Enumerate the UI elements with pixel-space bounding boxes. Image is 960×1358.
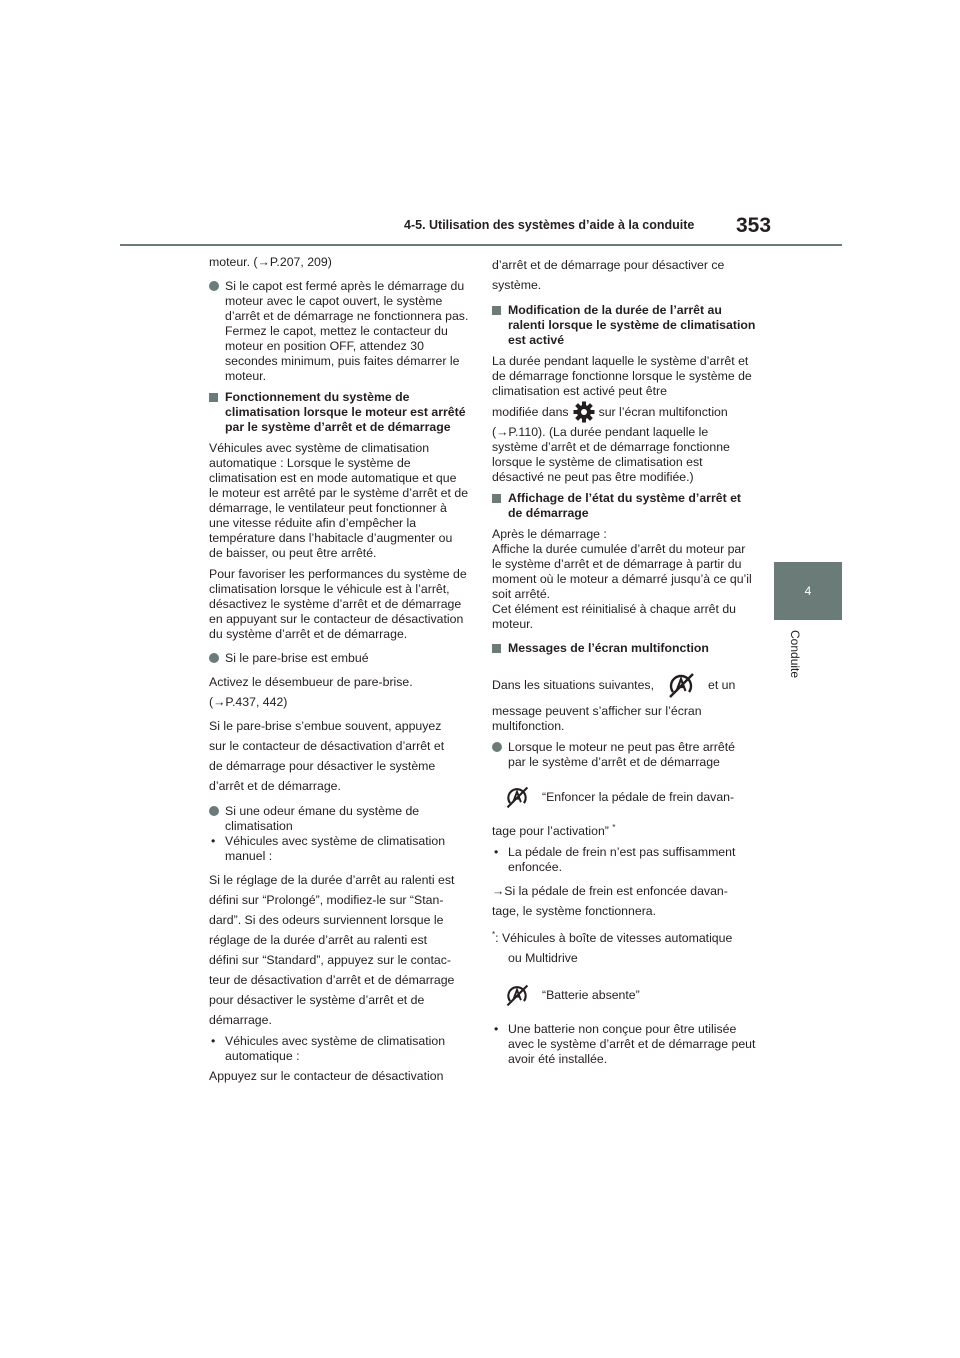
bullet-item [209,279,469,384]
paragraph-text: modifiée dans [492,404,569,419]
right-column [492,255,756,1073]
dash-item: • Véhicules avec système de climatisation manuel : [211,834,446,863]
bullet-item [209,804,469,834]
bullet-dot-icon [492,742,502,752]
dash-text: Véhicules avec système de climatisation automatique : [225,1034,446,1063]
stop-start-off-icon [504,982,530,1008]
paragraph-line: dard”. Si des odeurs surviennent lorsque le [209,913,444,927]
subheading-text: Modification de la durée de l’arrêt au ralenti lorsque le système de climatisation est activé [508,303,756,347]
dash-text: La pédale de frein n’est pas suffisamment enfoncée. [508,845,736,875]
subheading-text: Messages de l’écran multifonction [508,641,709,655]
subheading [492,303,756,348]
inline-icon-line [492,401,756,423]
stop-start-off-icon [666,670,696,700]
paragraph-line: système. [492,278,542,292]
left-column [209,255,469,1086]
square-bullet-icon [492,306,501,315]
subheading-text: Fonctionnement du système de climatisation lorsque le moteur est arrêté par le système d’arrêt et de démarrage [225,390,466,434]
paragraph-line: pour désactiver le système d’arrêt et de [209,993,425,1007]
message-line [504,784,756,810]
paragraph-line: →Si la pédale de frein est enfoncée davan- [492,884,728,899]
paragraph-line: Si le pare-brise s’embue souvent, appuyez [209,719,442,733]
subheading [209,390,469,435]
message-line [504,982,756,1008]
paragraph-line: sur le contacteur de désactivation d’arrêt et [209,739,445,753]
message-text-cont: tage pour l’activation” * [492,823,616,839]
paragraph: moteur. (→P.207, 209) [209,255,332,269]
bullet-dot-icon [209,806,219,816]
subheading [492,491,756,521]
page-number: 353 [736,214,772,237]
footnote-cont: ou Multidrive [508,951,578,966]
chapter-tab: 4 [774,562,842,620]
message-text: “Batterie absente” [542,987,640,1002]
paragraph: Affiche la durée cumulée d’arrêt du moteur par le système d’arrêt et de démarrage à partir du moment où le moteur a démarré jusqu’à ce qu’il soit arrêté. [492,542,752,601]
dash-text: Une batterie non conçue pour être utilisée avec le système d’arrêt et de démarrage peut avoir été installée. [508,1022,756,1067]
dash-item: • Véhicules avec système de climatisation automatique : [211,1034,446,1063]
stop-start-off-icon [504,784,530,810]
paragraph-line: démarrage. [209,1013,272,1027]
header-rule [120,244,842,246]
chapter-label: Conduite [788,630,802,679]
bullet-text: Si une odeur émane du système de climatisation [225,804,420,833]
paragraph-text: Dans les situations suivantes, [492,677,654,692]
footnote: *: Véhicules à boîte de vitesses automatique [492,930,733,946]
subheading [492,641,756,656]
section-title: 4-5. Utilisation des systèmes d’aide à la conduite [404,218,695,232]
settings-gear-icon [573,401,595,423]
paragraph: (→P.437, 442) [209,695,288,709]
paragraph-text: et un [708,677,736,692]
dash-text: Véhicules avec système de climatisation manuel : [225,834,446,863]
paragraph-line: d’arrêt et de démarrage pour désactiver ce [492,258,725,272]
paragraph: Activez le désembueur de pare-brise. [209,675,413,689]
paragraph-line: de démarrage pour désactiver le système [209,759,436,773]
square-bullet-icon [492,494,501,503]
inline-icon-line [492,670,756,700]
message-text: “Enfoncer la pédale de frein davan- [542,789,735,804]
paragraph-text: sur l’écran multifonction [598,404,728,419]
paragraph: message peuvent s’afficher sur l’écran multifonction. [492,704,702,733]
paragraph: La durée pendant laquelle le système d’arrêt et de démarrage fonctionne lorsque le système de climatisation est activé peut être [492,354,752,398]
square-bullet-icon [209,393,218,402]
bullet-dot-icon [209,653,219,663]
bullet-text: Si le pare-brise est embué [225,651,369,665]
subheading-text: Affichage de l’état du système d’arrêt et de démarrage [508,491,742,520]
paragraph: (→P.110). (La durée pendant laquelle le système d’arrêt et de démarrage fonctionne lorsque le système de climatisation est désactivé ne peut pas être modifiée.) [492,425,730,484]
bullet-item [492,740,756,770]
paragraph-line: défini sur “Prolongé”, modifiez-le sur “Stan- [209,893,444,907]
paragraph-line: réglage de la durée d’arrêt au ralenti est [209,933,428,947]
bullet-text: Lorsque le moteur ne peut pas être arrêté par le système d’arrêt et de démarrage [508,740,735,769]
paragraph: Cet élément est réinitialisé à chaque arrêt du moteur. [492,602,737,631]
bullet-item [209,651,469,666]
paragraph-line: teur de désactivation d’arrêt et de démarrage [209,973,455,987]
paragraph: Après le démarrage : [492,527,607,541]
dash-item: • La pédale de frein n’est pas suffisamment enfoncée. [494,845,736,875]
dash-item: • Une batterie non conçue pour être utilisée avec le système d’arrêt et de démarrage peut avoir été installée. [494,1022,756,1067]
paragraph-line: d’arrêt et de démarrage. [209,779,341,793]
paragraph-line: Appuyez sur le contacteur de désactivation [209,1069,444,1083]
paragraph-line: Si le réglage de la durée d’arrêt au ralenti est [209,873,455,887]
bullet-text: Si le capot est fermé après le démarrage du moteur avec le capot ouvert, le système d’arrêt et de démarrage ne fonctionnera pas. Fermez le capot, mettez le contacteur du moteur en position OFF, attendez 30 secondes minimum, puis faites démarrer le moteur. [225,279,469,383]
paragraph: Pour favoriser les performances du système de climatisation lorsque le véhicule est à l’arrêt, désactivez le système d’arrêt et de démarrage en appuyant sur le contacteur de désactivation du système d’arrêt et de démarrage. [209,567,467,641]
paragraph-line: défini sur “Standard”, appuyez sur le contac- [209,953,451,967]
square-bullet-icon [492,644,501,653]
paragraph: Véhicules avec système de climatisation automatique : Lorsque le système de climatisation est en mode automatique et que le moteur est arrêté par le système d’arrêt et de démarrage, le ventilateur peut fonctionner à une vitesse réduite afin d’empêcher la température dans l’habitacle d’augmenter ou de baisser, ou peut être arrêté. [209,441,469,560]
paragraph-line: tage, le système fonctionnera. [492,904,657,919]
bullet-dot-icon [209,281,219,291]
